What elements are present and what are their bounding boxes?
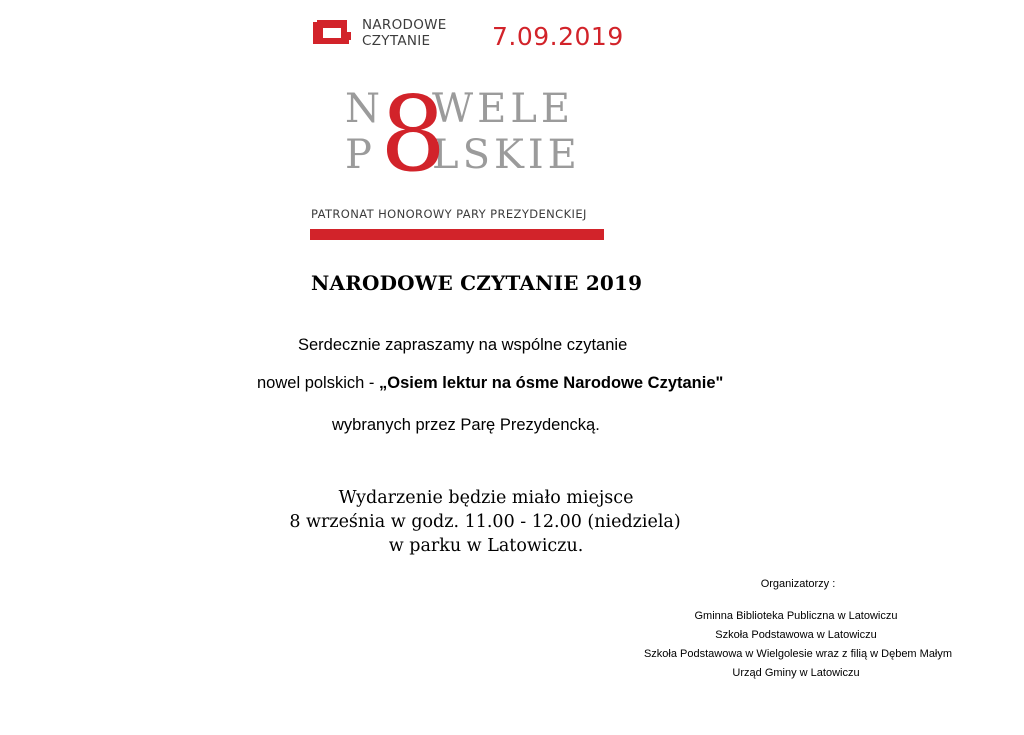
organizers-heading: Organizatorzy : [760, 578, 836, 590]
logo-letter-n: N [345, 86, 380, 132]
organizer-item: Gminna Biblioteka Publiczna w Latowiczu [694, 610, 898, 622]
page-title: NARODOWE CZYTANIE 2019 [311, 271, 643, 295]
organizer-item: Urząd Gminy w Latowiczu [732, 667, 860, 679]
invitation-line-1: Serdecznie zapraszamy na wspólne czytanie [298, 336, 628, 354]
event-line-3: w parku w Latowiczu. [388, 536, 584, 556]
organizer-item: Szkoła Podstawowa w Wielgolesie wraz z filią w Dębem Małym [643, 648, 953, 660]
event-line-2: 8 września w godz. 11.00 - 12.00 (niedziela) [289, 512, 681, 532]
invitation-line-2-prefix: nowel polskich - [257, 374, 379, 392]
open-book-icon [311, 20, 351, 48]
event-date: 7.09.2019 [492, 22, 624, 51]
invitation-line-3: wybranych przez Parę Prezydencką. [332, 416, 600, 434]
organizer-item: Szkoła Podstawowa w Latowiczu [715, 629, 877, 641]
logo-word-lskie: LSKIE [432, 132, 581, 174]
brand-line-2: CZYTANIE [362, 33, 431, 49]
logo-letter-p: P [345, 132, 372, 174]
event-line-1: Wydarzenie będzie miało miejsce [338, 488, 634, 508]
brand-line-1: NARODOWE [362, 17, 447, 33]
red-divider-bar [310, 229, 604, 240]
honorary-patronage-label: PATRONAT HONOROWY PARY PREZYDENCKIEJ [311, 207, 587, 221]
invitation-line-2 [257, 374, 723, 393]
book-title: „Osiem lektur na ósme Narodowe Czytanie" [378, 374, 724, 392]
nowele-polskie-logo [340, 84, 590, 174]
logo-word-wele: WELE [432, 86, 575, 132]
brand-name [362, 17, 447, 49]
logo-numeral-eight: 8 [380, 84, 447, 174]
